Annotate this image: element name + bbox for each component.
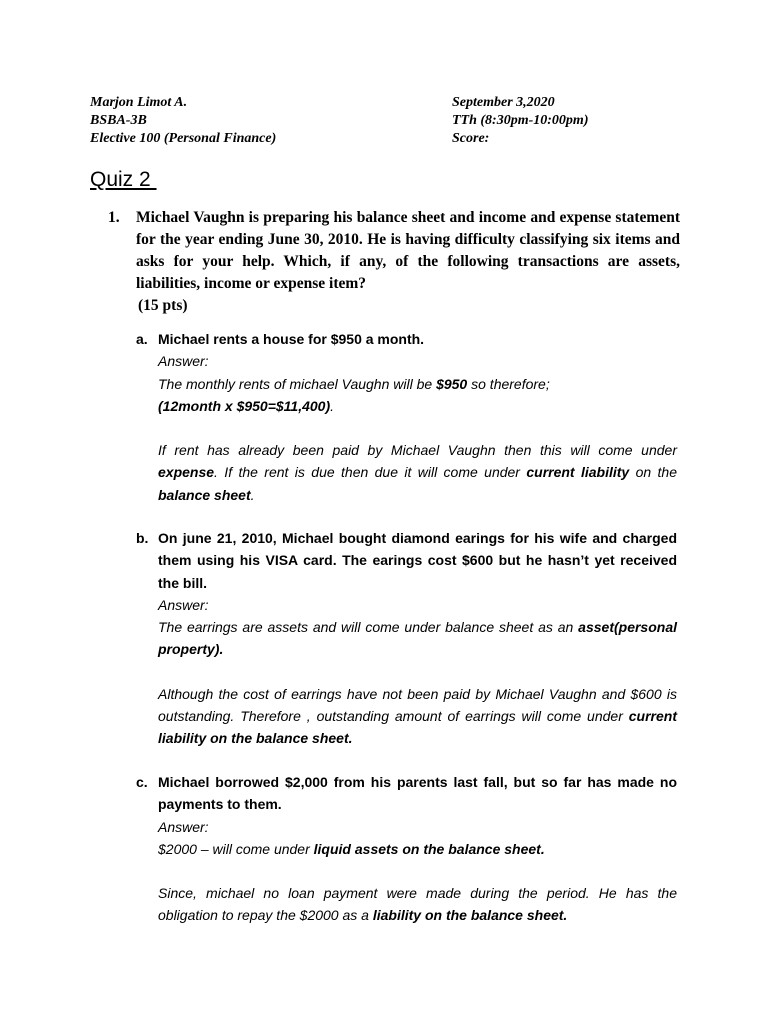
quiz-date: September 3,2020	[452, 95, 555, 110]
answer-label: Answer:	[158, 818, 209, 835]
answer-paragraph-1: The monthly rents of michael Vaughn will be $950 so therefore; (12month x $950=$11,400).	[158, 375, 550, 414]
answer-label: Answer:	[158, 353, 209, 370]
item-letter: c.	[136, 774, 148, 790]
answer-paragraph-1: $2000 – will come under liquid assets on the balance sheet.	[158, 840, 545, 857]
student-info	[90, 94, 276, 148]
question-text: Michael Vaughn is preparing his balance sheet and income and expense statement for the year ending June 30, 2010. He is having difficulty classifying six items and asks for your help. Which, if any, of the following transactions are assets, liabilities, income or expense item?	[136, 209, 680, 292]
item-stem: Michael rents a house for $950 a month.	[158, 331, 425, 347]
student-name: Marjon Limot A.	[90, 95, 188, 110]
answer-paragraph-1: The earrings are assets and will come under balance sheet as an asset(personal property).	[158, 619, 677, 658]
student-section: BSBA-3B	[90, 113, 147, 128]
answer-paragraph-2: If rent has already been paid by Michael Vaughn then this will come under expense. If the rent is due then due it will come under current liability on the balance sheet.	[158, 442, 677, 503]
quiz-info	[452, 94, 588, 148]
quiz-title: Quiz 2	[90, 168, 157, 191]
score-label: Score:	[452, 131, 490, 146]
item-letter: b.	[136, 530, 149, 546]
question-1	[108, 207, 680, 317]
item-stem: On june 21, 2010, Michael bought diamond earings for his wife and charged them using his VISA card. The earings cost $600 but he hasn’t yet received the bill.	[158, 530, 677, 591]
course-name: Elective 100 (Personal Finance)	[90, 131, 277, 146]
item-c	[136, 771, 677, 927]
answer-paragraph-2: Although the cost of earrings have not been paid by Michael Vaughn and $600 is outstanding. Therefore , outstanding amount of earrings will come under current liability on the balance sheet.	[158, 685, 677, 747]
class-schedule: TTh (8:30pm-10:00pm)	[452, 113, 589, 128]
question-points: (15 pts)	[138, 297, 188, 314]
answer-label: Answer:	[158, 596, 209, 613]
item-b	[136, 527, 677, 750]
question-number: 1.	[108, 209, 120, 226]
answer-paragraph-2: Since, michael no loan payment were made during the period. He has the obligation to repay the $2000 as a liability on the balance sheet.	[158, 885, 677, 924]
item-letter: a.	[136, 331, 148, 347]
item-a	[136, 328, 677, 506]
item-stem: Michael borrowed $2,000 from his parents last fall, but so far has made no payments to them.	[158, 774, 677, 813]
